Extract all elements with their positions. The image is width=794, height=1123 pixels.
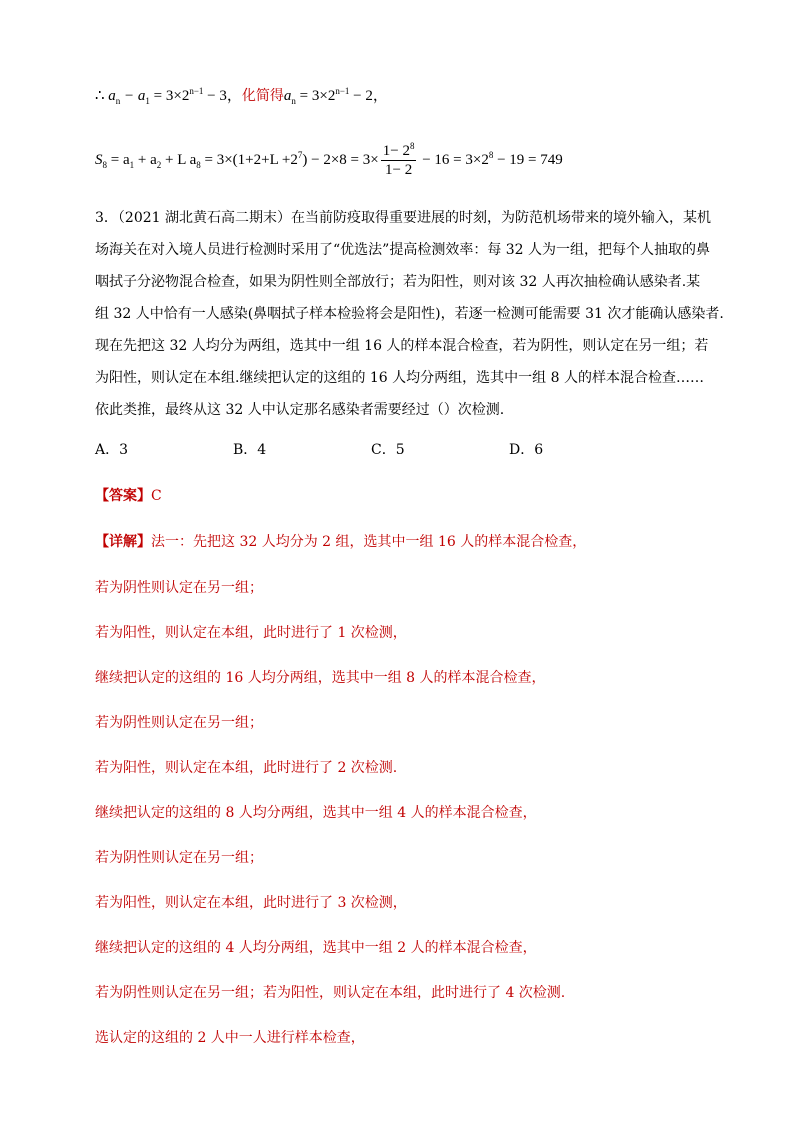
formula-superscript: 8 (488, 149, 494, 160)
formula-subscript: 8 (102, 159, 107, 170)
question-line: 为阳性，则认定在本组.继续把认定的这组的 16 人均分两组，选其中一组 8 人的样本混合检查…… (95, 370, 704, 386)
formula-subscript: n (115, 96, 121, 106)
formula-term: − 2 (349, 88, 373, 104)
option-b: B．4 (233, 442, 267, 458)
question-line: 3．（2021 湖北黄石高二期末）在当前防疫取得重要进展的时刻，为防范机场带来的境外输入，某机 (95, 210, 711, 226)
explanation-line: 若为阴性则认定在另一组；若为阳性，则认定在本组，此时进行了 4 次检测. (95, 985, 566, 1001)
fraction-denominator: 1− 2 (384, 162, 413, 178)
option-d: D．6 (509, 442, 544, 458)
formula-subscript: n (291, 96, 296, 106)
formula-superscript: 8 (409, 141, 415, 151)
formula-subscript: 8 (196, 159, 201, 170)
answer-label: 【答案】 (95, 488, 151, 504)
therefore-symbol: ∴ (95, 88, 105, 104)
answer-value: C (151, 488, 162, 504)
formula-term: − 16 = 3×2 (418, 151, 489, 168)
explanation-line: 若为阴性则认定在另一组； (95, 850, 263, 866)
question-line: 依此类推，最终从这 32 人中认定那名感染者需要经过（）次检测. (95, 402, 505, 418)
formula-term: + L a (161, 151, 197, 168)
formula-term: − 19 = 749 (493, 151, 563, 168)
question-line: 现在先把这 32 人均分为两组，选其中一组 16 人的样本混合检查，若为阴性，则认定在另一组；若 (95, 338, 709, 354)
formula-term: = a (107, 151, 130, 168)
question-line: 组 32 人中恰有一人感染(鼻咽拭子样本检验将会是阳性)，若逐一检测可能需要 31 次才能确认感染者. (95, 306, 724, 322)
formula-term: + a (134, 151, 157, 168)
formula-term: = 3×2 (295, 88, 336, 104)
explanation-line: 若为阴性则认定在另一组； (95, 580, 263, 596)
formula-term: a (108, 88, 116, 104)
formula-term: a (283, 88, 292, 104)
question-line: 咽拭子分泌物混合检查，如果为阴性则全部放行；若为阳性，则对该 32 人再次抽检确认感染者.某 (95, 274, 701, 290)
formula-term: − a (120, 88, 146, 104)
explanation-line: 继续把认定的这组的 16 人均分两组，选其中一组 8 人的样本混合检查， (95, 670, 546, 686)
formula-separator: ， (372, 88, 388, 104)
question-line: 场海关在对入境人员进行检测时采用了“优选法”提高检测效率：每 32 人为一组，把每个人抽取的鼻 (95, 242, 711, 258)
formula-line-2 (95, 142, 563, 179)
explanation-text: 法一：先把这 32 人均分为 2 组，选其中一组 16 人的样本混合检查， (151, 534, 587, 550)
explanation-line: 继续把认定的这组的 4 人均分两组，选其中一组 2 人的样本混合检查， (95, 940, 537, 956)
formula-superscript: n−1 (189, 86, 204, 96)
formula-term: S (95, 151, 103, 168)
explanation-line: 若为阴性则认定在另一组； (95, 715, 263, 731)
explanation-line: 选认定的这组的 2 人中一人进行样本检查， (95, 1030, 365, 1046)
formula-term: ) − 2×8 = 3× (302, 151, 379, 168)
formula-line-1 (95, 86, 388, 106)
explanation-line: 若为阳性，则认定在本组，此时进行了 3 次检测， (95, 895, 407, 911)
explanation-line: 继续把认定的这组的 8 人均分两组，选其中一组 4 人的样本混合检查， (95, 805, 537, 821)
simplify-label: 化简得 (241, 88, 284, 104)
formula-subscript: 2 (156, 159, 162, 170)
option-c: C．5 (371, 442, 405, 458)
formula-term: = 3×(1+2+L +2 (200, 151, 298, 168)
fraction-numerator: 1− 2 (382, 143, 410, 159)
formula-term: = 3×2 (149, 88, 190, 104)
formula-superscript: n−1 (335, 86, 350, 96)
formula-superscript: 7 (297, 149, 303, 160)
option-a: A．3 (95, 442, 129, 458)
formula-separator: ， (226, 88, 242, 104)
formula-term: − 3 (203, 88, 227, 104)
fraction (381, 142, 417, 179)
explanation-first-line (95, 532, 586, 552)
explanation-line: 若为阳性，则认定在本组，此时进行了 2 次检测. (95, 760, 398, 776)
formula-subscript: 1 (145, 96, 150, 106)
explanation-label: 【详解】 (95, 534, 151, 550)
answer-line (95, 486, 162, 506)
formula-subscript: 1 (129, 159, 135, 170)
explanation-line: 若为阳性，则认定在本组，此时进行了 1 次检测， (95, 625, 407, 641)
